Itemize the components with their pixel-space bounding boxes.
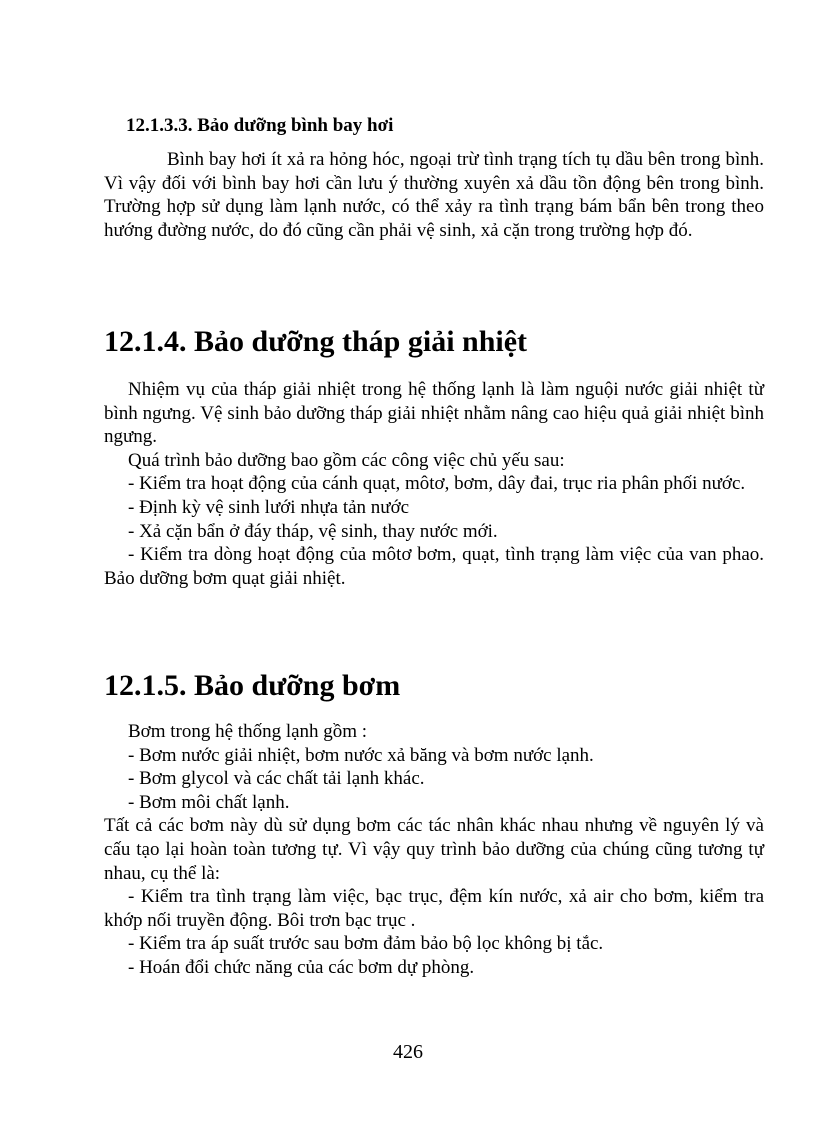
- list-item: - Kiểm tra dòng hoạt động của môtơ bơm, quạt, tình trạng làm việc của van phao. Bảo dưỡng bơm quạt giải nhiệt.: [104, 544, 764, 589]
- list-item: - Kiểm tra áp suất trước sau bơm đảm bảo bộ lọc không bị tắc.: [128, 933, 604, 955]
- paragraph: Nhiệm vụ của tháp giải nhiệt trong hệ thống lạnh là làm nguội nước giải nhiệt từ bình ngưng. Vệ sinh bảo dưỡng tháp giải nhiệt nhằm nâng cao hiệu quả giải nhiệt bình ngưng.: [104, 379, 764, 448]
- section-evaporator-maintenance: [104, 112, 764, 242]
- section-cooling-tower-maintenance: [104, 322, 764, 590]
- page-number: 426: [393, 1041, 423, 1063]
- heading-evaporator-maintenance: 12.1.3.3. Bảo dưỡng bình bay hơi: [126, 115, 394, 136]
- paragraph: Bình bay hơi ít xả ra hỏng hóc, ngoại trừ tình trạng tích tụ dầu bên trong bình. Vì vậy đối với bình bay hơi cần lưu ý thường xuyên xả dầu tồn động bên trong bình. Trường hợp sử dụng làm lạnh nước, có thể xảy ra tình trạng bám bẩn bên trong theo hướng đường nước, do đó cũng cần phải vệ sinh, xả cặn trong trường hợp đó.: [104, 149, 764, 241]
- list-item: - Kiểm tra hoạt động của cánh quạt, môtơ, bơm, dây đai, trục ria phân phối nước.: [128, 473, 746, 495]
- list-item: - Định kỳ vệ sinh lưới nhựa tản nước: [128, 496, 410, 518]
- section-pump-maintenance: [104, 666, 764, 980]
- paragraph: Quá trình bảo dưỡng bao gồm các công việc chủ yếu sau:: [128, 449, 565, 471]
- list-item: - Bơm môi chất lạnh.: [128, 791, 290, 813]
- list-item: - Bơm glycol và các chất tải lạnh khác.: [128, 768, 425, 790]
- heading-pump-maintenance: 12.1.5. Bảo dưỡng bơm: [104, 669, 401, 702]
- paragraph: Tất cả các bơm này dù sử dụng bơm các tác nhân khác nhau nhưng về nguyên lý và cấu tạo lại hoàn toàn tương tự. Vì vậy quy trình bảo dưỡng của chúng cũng tương tự nhau, cụ thể là:: [104, 815, 764, 884]
- list-item: - Kiểm tra tình trạng làm việc, bạc trục, đệm kín nước, xả air cho bơm, kiểm tra khớp nối truyền động. Bôi trơn bạc trục .: [104, 886, 764, 931]
- list-item: - Bơm nước giải nhiệt, bơm nước xả băng và bơm nước lạnh.: [128, 744, 594, 766]
- paragraph: Bơm trong hệ thống lạnh gồm :: [128, 721, 368, 742]
- list-item: - Xả cặn bẩn ở đáy tháp, vệ sinh, thay nước mới.: [128, 520, 498, 542]
- list-item: - Hoán đổi chức năng của các bơm dự phòng.: [128, 956, 475, 978]
- heading-cooling-tower-maintenance: 12.1.4. Bảo dưỡng tháp giải nhiệt: [104, 325, 528, 358]
